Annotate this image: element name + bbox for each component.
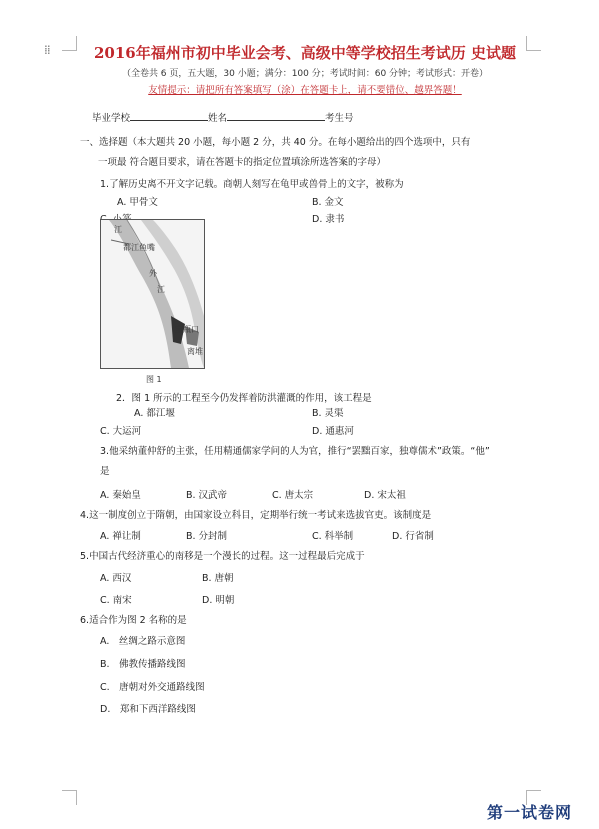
map-label-wai: 外 bbox=[149, 269, 157, 278]
q5-option-c: C. 南宋 bbox=[100, 595, 132, 606]
figure-1-caption: 图 1 bbox=[146, 375, 162, 384]
map-label-jiang: 江 bbox=[114, 225, 122, 234]
question-4-stem: 4.这一制度创立于隋朝，由国家设立科目，定期举行统一考试来选拔官吏。该制度是 bbox=[80, 510, 432, 521]
name-blank bbox=[227, 111, 325, 121]
question-3-stem: 3.他采纳董仲舒的主张，任用精通儒家学问的人为官，推行“罢黜百家，独尊儒术”政策。“他” bbox=[100, 446, 490, 457]
section-heading: 一、选择题（本大题共 20 小题，每小题 2 分，共 40 分。在每小题给出的四个选项中，只有 bbox=[80, 137, 471, 148]
school-label: 毕业学校 bbox=[92, 113, 131, 124]
q4-option-b: B. 分封制 bbox=[186, 531, 228, 542]
crop-mark-top-right bbox=[526, 36, 541, 51]
question-6-stem: 6.适合作为图 2 名称的是 bbox=[80, 615, 187, 626]
drag-handle-icon[interactable]: ⁞⁞ bbox=[44, 43, 50, 57]
q4-option-c: C. 科举制 bbox=[312, 531, 354, 542]
q2-option-d: D. 通惠河 bbox=[312, 426, 354, 437]
crop-mark-top-left bbox=[62, 36, 77, 51]
site-watermark: 第一试卷网 bbox=[487, 803, 573, 822]
map-label-lidui: 离堆 bbox=[187, 347, 203, 356]
info-line bbox=[92, 110, 354, 124]
q1-option-d: D. 隶书 bbox=[312, 214, 345, 225]
q5-option-b: B. 唐朝 bbox=[202, 573, 234, 584]
exam-title: 2016年福州市初中毕业会考、高级中等学校招生考试历 史试题 bbox=[94, 44, 516, 62]
map-label-baopingkou: 宝瓶口 bbox=[175, 325, 199, 334]
q6-option-b: B. 佛教传播路线图 bbox=[100, 659, 186, 670]
q1-option-b: B. 金文 bbox=[312, 197, 344, 208]
exam-subtitle: （全卷共 6 页，五大题，30 小题；满分：100 分；考试时间：60 分钟；考试形式：开卷） bbox=[121, 69, 489, 79]
q3-option-d: D. 宋太祖 bbox=[364, 490, 406, 501]
map-label-yuzui: 都江鱼嘴 bbox=[123, 243, 155, 252]
q5-option-d: D. 明朝 bbox=[202, 595, 235, 606]
q6-option-d: D. 郑和下西洋路线图 bbox=[100, 704, 196, 715]
question-3-stem-cont: 是 bbox=[100, 466, 110, 477]
q2-option-c: C. 大运河 bbox=[100, 426, 142, 437]
school-blank bbox=[130, 111, 208, 121]
q4-option-d: D. 行省制 bbox=[392, 531, 434, 542]
q5-option-a: A. 西汉 bbox=[100, 573, 132, 584]
q2-option-a: A. 都江堰 bbox=[134, 408, 175, 419]
figure-1-map bbox=[100, 219, 205, 369]
friendly-tip: 友情提示：请把所有答案填写（涂）在答题卡上，请不要错位、越界答题！ bbox=[148, 85, 462, 96]
q6-option-a: A. 丝绸之路示意图 bbox=[100, 636, 186, 647]
question-5-stem: 5.中国古代经济重心的南移是一个漫长的过程。这一过程最后完成于 bbox=[80, 551, 365, 562]
crop-mark-bottom-left bbox=[62, 790, 77, 805]
q2-option-b: B. 灵渠 bbox=[312, 408, 344, 419]
name-label: 姓名 bbox=[208, 113, 228, 124]
section-heading-cont: 一项最 符合题目要求，请在答题卡的指定位置填涂所选答案的字母） bbox=[98, 157, 387, 168]
map-label-jiang-2: 江 bbox=[157, 285, 165, 294]
q4-option-a: A. 禅让制 bbox=[100, 531, 141, 542]
q3-option-a: A. 秦始皇 bbox=[100, 490, 141, 501]
q3-option-b: B. 汉武帝 bbox=[186, 490, 228, 501]
exam-no-label: 考生号 bbox=[325, 113, 354, 124]
q3-option-c: C. 唐太宗 bbox=[272, 490, 314, 501]
question-2-stem: 2．图 1 所示的工程至今仍发挥着防洪灌溉的作用，该工程是 bbox=[116, 393, 372, 404]
q6-option-c: C. 唐朝对外交通路线图 bbox=[100, 682, 205, 693]
q1-option-a: A. 甲骨文 bbox=[117, 197, 158, 208]
question-1-stem: 1.了解历史离不开文字记载。商朝人刻写在龟甲或兽骨上的文字，被称为 bbox=[100, 179, 404, 190]
